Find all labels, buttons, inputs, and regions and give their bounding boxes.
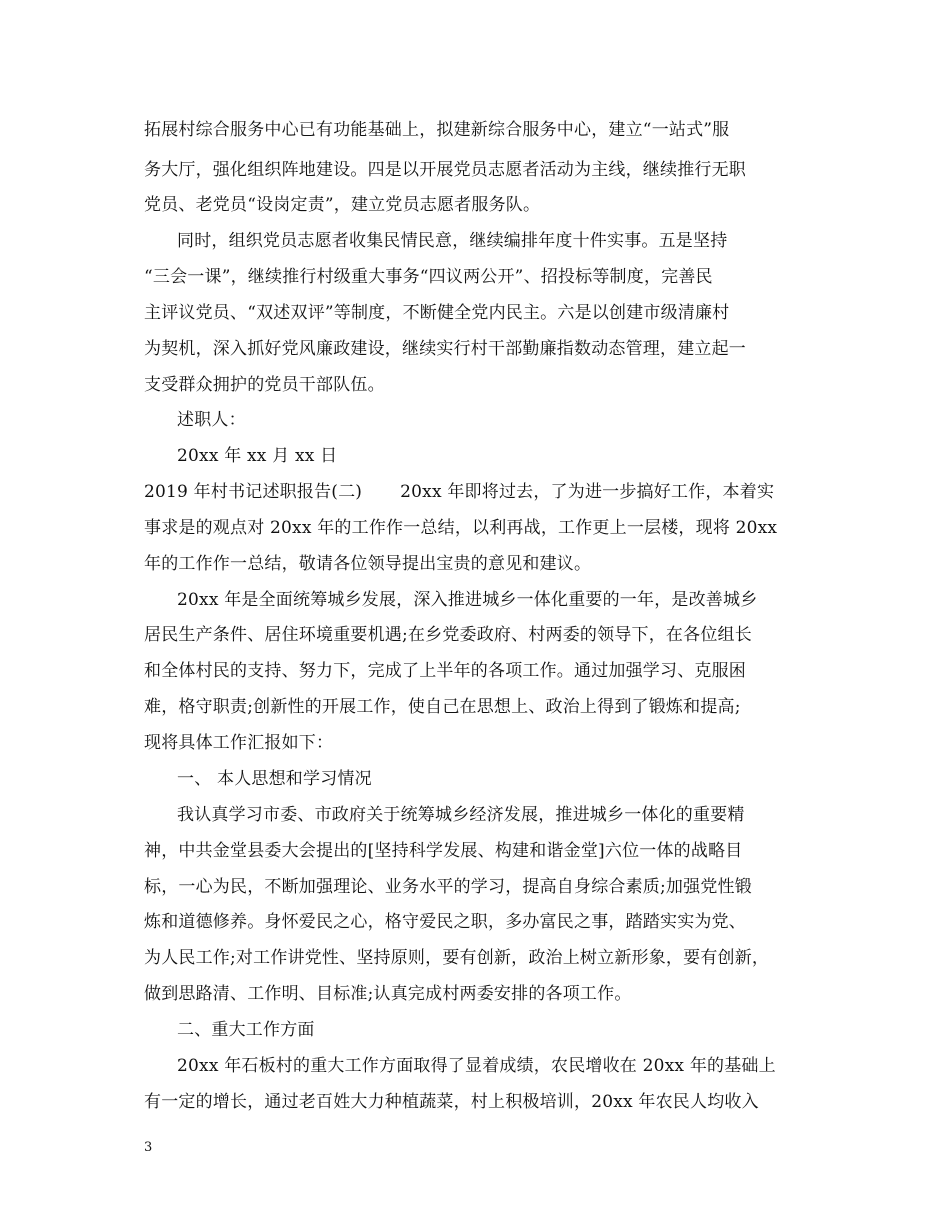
signature-label: 述职人：	[177, 410, 246, 430]
paragraph-line: 20xx 年石板村的重大工作方面取得了显着成绩，农民增收在 20xx 年的基础上	[177, 1056, 776, 1076]
paragraph-line: 同时，组织党员志愿者收集民情民意，继续编排年度十件实事。五是坚持	[177, 231, 728, 251]
paragraph-line: 现将具体工作汇报如下：	[144, 733, 334, 753]
paragraph-line: 党员、老党员“设岗定责”，建立党员志愿者服务队。	[144, 195, 541, 215]
paragraph-line: 炼和道德修养。身怀爱民之心，格守爱民之职，多办富民之事，踏踏实实为党、	[144, 912, 746, 932]
report-title: 2019 年村书记述职报告(二)	[144, 482, 363, 502]
paragraph-line: 标，一心为民，不断加强理论、业务水平的学习，提高自身综合素质;加强党性锻	[144, 877, 752, 897]
paragraph-line: 为人民工作;对工作讲党性、坚持原则，要有创新，政治上树立新形象，要有创新，	[144, 948, 770, 968]
paragraph-line: “三会一课”，继续推行村级重大事务“四议两公开”、招投标等制度，完善民	[144, 267, 713, 287]
paragraph-line: 事求是的观点对 20xx 年的工作作一总结，以利再战，工作更上一层楼，现将 20xx	[144, 518, 778, 538]
signature-date: 20xx 年 xx 月 xx 日	[177, 446, 338, 466]
paragraph-line: 年的工作作一总结，敬请各位领导提出宝贵的意见和建议。	[144, 554, 592, 574]
paragraph-line: 20xx 年即将过去，了为进一步搞好工作，本着实	[400, 482, 775, 502]
page-number: 3	[144, 1140, 153, 1155]
paragraph-line: 神，中共金堂县委大会提出的[坚持科学发展、构建和谐金堂]六位一体的战略目	[144, 841, 743, 861]
section-heading: 二、重大工作方面	[177, 1020, 315, 1040]
paragraph-line: 主评议党员、“双述双评”等制度，不断健全党内民主。六是以创建市级清廉村	[144, 303, 730, 323]
paragraph-line: 务大厅，强化组织阵地建设。四是以开展党员志愿者活动为主线，继续推行无职	[144, 160, 746, 180]
report-title-line	[144, 482, 774, 502]
paragraph-line: 做到思路清、工作明、目标准;认真完成村两委安排的各项工作。	[144, 984, 632, 1004]
paragraph-line: 居民生产条件、居住环境重要机遇;在乡党委政府、村两委的领导下，在各位组长	[144, 625, 752, 645]
paragraph-line: 有一定的增长，通过老百姓大力种植蔬菜，村上积极培训，20xx 年农民人均收入	[144, 1092, 759, 1112]
paragraph-line: 我认真学习市委、市政府关于统筹城乡经济发展，推进城乡一体化的重要精	[177, 805, 745, 825]
paragraph-line: 支受群众拥护的党员干部队伍。	[144, 375, 385, 395]
paragraph-line: 和全体村民的支持、努力下，完成了上半年的各项工作。通过加强学习、克服困	[144, 661, 746, 681]
paragraph-line: 20xx 年是全面统筹城乡发展，深入推进城乡一体化重要的一年，是改善城乡	[177, 590, 758, 610]
paragraph-line: 拓展村综合服务中心已有功能基础上，拟建新综合服务中心，建立“一站式”服	[144, 120, 730, 140]
section-heading: 一、 本人思想和学习情况	[177, 769, 372, 789]
paragraph-line: 为契机，深入抓好党风廉政建设，继续实行村干部勤廉指数动态管理，建立起一	[144, 339, 746, 359]
paragraph-line: 难，格守职责;创新性的开展工作，使自己在思想上、政治上得到了锻炼和提高;	[144, 697, 741, 717]
